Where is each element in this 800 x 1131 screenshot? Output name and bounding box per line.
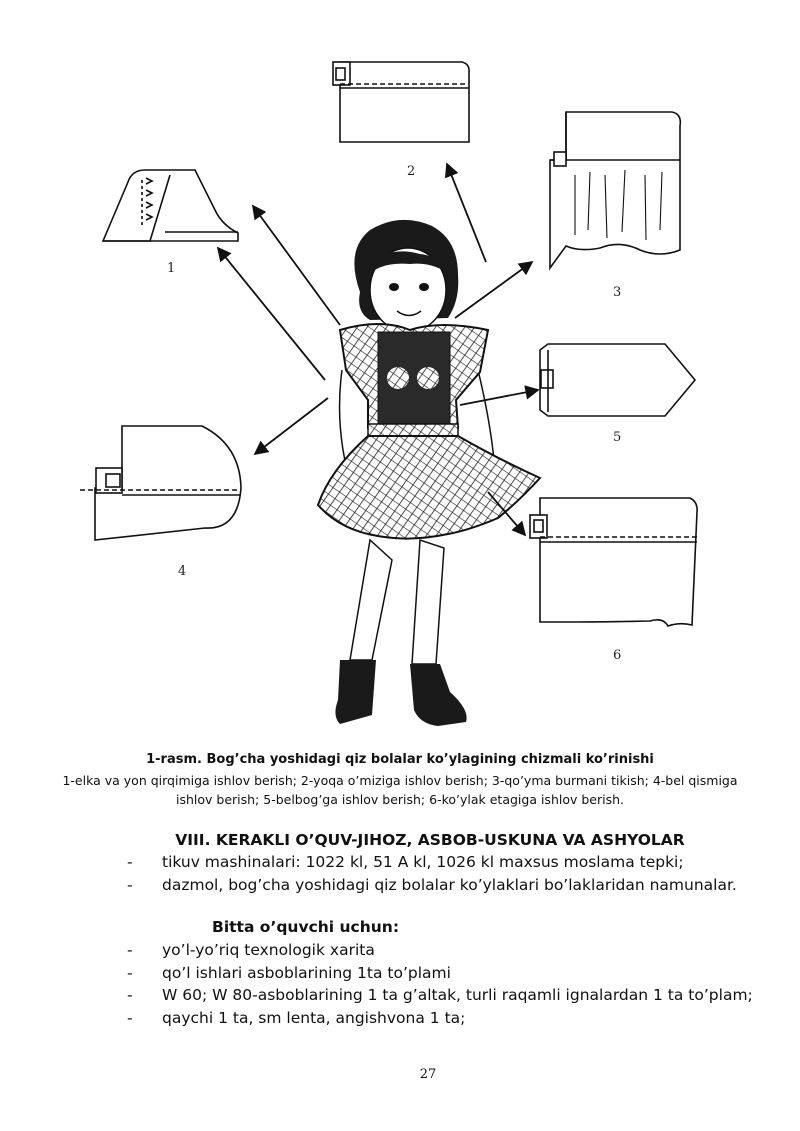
list-item [0, 939, 800, 962]
figure-label-4: 4 [178, 564, 187, 579]
figure-caption-description: 1-elka va yon qirqimiga ishlov berish; 2-yoqa o’miziga ishlov berish; 3-qo’yma burmani tikish; 4-bel qismiga ishlov berish; 5-belbog’ga ishlov berish; 6-ko’ylak etagiga ishlov berish. [62, 773, 738, 807]
equipment-list [0, 851, 800, 897]
list-item [0, 1007, 800, 1030]
detail-4-waist-diagram [80, 426, 241, 540]
list-item-text: qo’l ishlari asboblarining 1ta to’plami [162, 963, 451, 982]
figure-label-6: 6 [613, 648, 622, 663]
detail-5-belt-diagram [540, 344, 695, 416]
list-marker: - [127, 1008, 133, 1027]
list-item-text: tikuv mashinalari: 1022 kl, 51 A kl, 1026 kl maxsus moslama tepki; [162, 853, 684, 871]
page-number: 27 [419, 1067, 437, 1082]
detail-6-hem-diagram [530, 498, 697, 626]
detail-2-collar-diagram [333, 62, 469, 142]
detail-1-shoulder-diagram [103, 170, 238, 241]
figure-label-2: 2 [407, 164, 416, 179]
list-item [0, 962, 800, 985]
figure-caption-title: 1-rasm. Bog’cha yoshidagi qiz bolalar ko’ylagining chizmali ko’rinishi [146, 752, 654, 767]
list-item-text: W 60; W 80-asboblarining 1 ta g’altak, turli raqamli ignalardan 1 ta to’plam; [162, 986, 753, 1004]
list-item [0, 874, 800, 897]
student-subheading: Bitta o’quvchi uchun: [212, 918, 400, 936]
list-item-text: qaychi 1 ta, sm lenta, angishvona 1 ta; [162, 1008, 466, 1027]
list-item [0, 851, 800, 874]
list-item-text: dazmol, bog’cha yoshidagi qiz bolalar ko’ylaklari bo’laklaridan namunalar. [162, 876, 737, 894]
list-item-text: yo’l-yo’riq texnologik xarita [162, 941, 375, 959]
list-item [0, 984, 800, 1007]
list-marker: - [127, 986, 133, 1004]
list-marker: - [127, 876, 133, 894]
figure-label-3: 3 [613, 285, 622, 300]
list-marker: - [127, 941, 133, 959]
detail-3-frill-diagram [550, 112, 680, 268]
section-heading: VIII. KERAKLI O’QUV-JIHOZ, ASBOB-USKUNA VA ASHYOLAR [175, 831, 685, 849]
student-supplies-list [0, 939, 800, 1029]
list-marker: - [127, 963, 133, 982]
figure-label-1: 1 [167, 261, 176, 276]
list-marker: - [127, 853, 133, 871]
figure-label-5: 5 [613, 430, 622, 445]
girl-dress-illustration [318, 220, 540, 726]
